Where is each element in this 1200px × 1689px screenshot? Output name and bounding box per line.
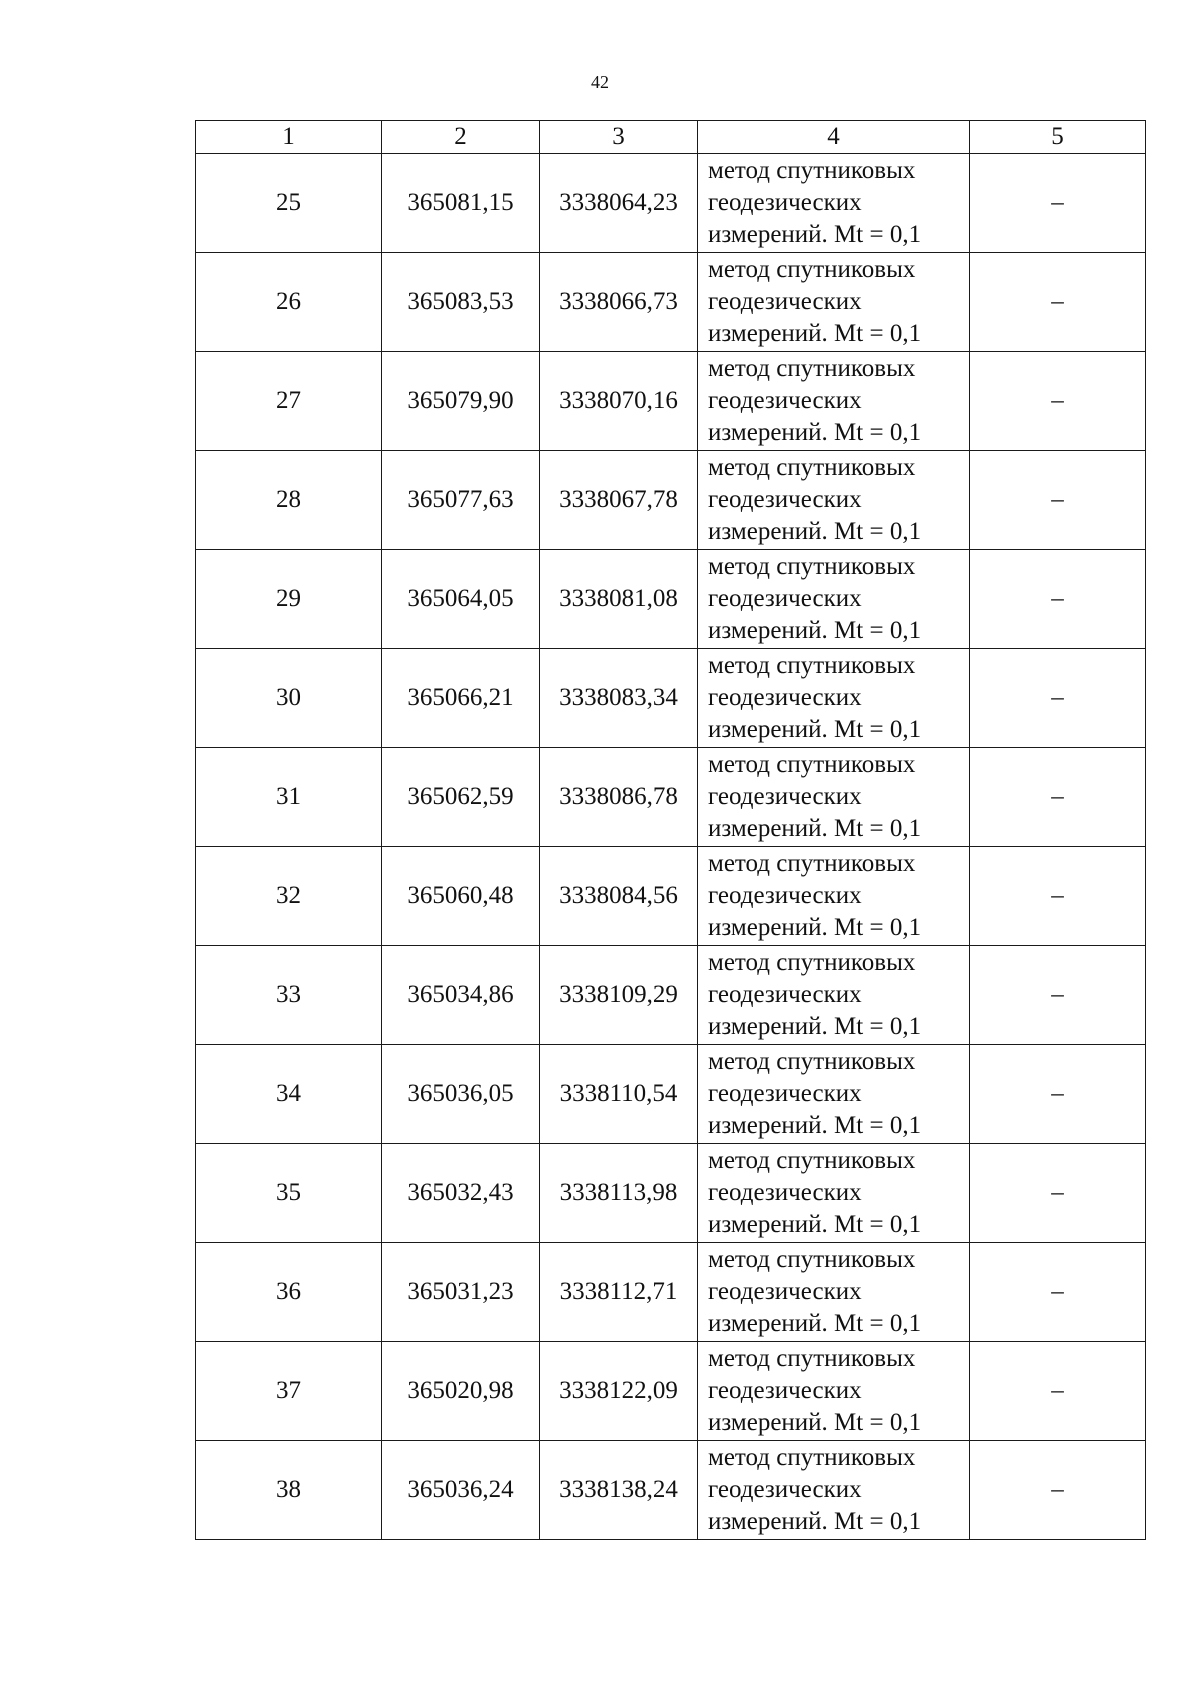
x-coordinate-cell: 365066,21 — [382, 649, 540, 748]
point-number-cell: 37 — [196, 1342, 382, 1441]
y-coordinate-cell: 3338113,98 — [540, 1144, 698, 1243]
table-row — [196, 847, 1146, 946]
table-row — [196, 946, 1146, 1045]
method-cell — [698, 847, 970, 946]
point-number-cell: 31 — [196, 748, 382, 847]
point-number-cell: 29 — [196, 550, 382, 649]
method-line: метод спутниковых — [708, 1444, 916, 1471]
method-cell — [698, 1045, 970, 1144]
method-line: геодезических — [708, 684, 862, 711]
x-coordinate-cell: 365036,05 — [382, 1045, 540, 1144]
x-coordinate-cell: 365081,15 — [382, 154, 540, 253]
column-5-cell: – — [970, 1243, 1146, 1342]
method-cell — [698, 1342, 970, 1441]
y-coordinate-cell: 3338064,23 — [540, 154, 698, 253]
y-coordinate-cell: 3338067,78 — [540, 451, 698, 550]
table-row — [196, 1045, 1146, 1144]
method-cell — [698, 550, 970, 649]
y-coordinate-cell: 3338070,16 — [540, 352, 698, 451]
table-row — [196, 154, 1146, 253]
table-row — [196, 352, 1146, 451]
column-5-cell: – — [970, 1144, 1146, 1243]
column-5-cell: – — [970, 154, 1146, 253]
column-header-5: 5 — [970, 121, 1146, 154]
method-cell — [698, 649, 970, 748]
point-number-cell: 26 — [196, 253, 382, 352]
y-coordinate-cell: 3338084,56 — [540, 847, 698, 946]
y-coordinate-cell: 3338081,08 — [540, 550, 698, 649]
x-coordinate-cell: 365079,90 — [382, 352, 540, 451]
method-line: геодезических — [708, 1377, 862, 1404]
table-row — [196, 253, 1146, 352]
x-coordinate-cell: 365062,59 — [382, 748, 540, 847]
method-cell — [698, 1441, 970, 1540]
column-header-4: 4 — [698, 121, 970, 154]
x-coordinate-cell: 365064,05 — [382, 550, 540, 649]
method-line: метод спутниковых — [708, 652, 916, 679]
column-header-2: 2 — [382, 121, 540, 154]
method-line: геодезических — [708, 189, 862, 216]
method-cell — [698, 451, 970, 550]
y-coordinate-cell: 3338083,34 — [540, 649, 698, 748]
point-number-cell: 34 — [196, 1045, 382, 1144]
method-line: измерений. Mt = 0,1 — [708, 221, 922, 248]
column-5-cell: – — [970, 1045, 1146, 1144]
point-number-cell: 33 — [196, 946, 382, 1045]
method-line: измерений. Mt = 0,1 — [708, 716, 922, 743]
method-line: измерений. Mt = 0,1 — [708, 1409, 922, 1436]
y-coordinate-cell: 3338086,78 — [540, 748, 698, 847]
table-row — [196, 1144, 1146, 1243]
y-coordinate-cell: 3338122,09 — [540, 1342, 698, 1441]
table-body — [196, 154, 1146, 1540]
method-cell — [698, 946, 970, 1045]
x-coordinate-cell: 365032,43 — [382, 1144, 540, 1243]
y-coordinate-cell: 3338138,24 — [540, 1441, 698, 1540]
method-line: измерений. Mt = 0,1 — [708, 419, 922, 446]
method-line: измерений. Mt = 0,1 — [708, 518, 922, 545]
method-line: метод спутниковых — [708, 157, 916, 184]
method-line: геодезических — [708, 783, 862, 810]
method-line: геодезических — [708, 387, 862, 414]
table-row — [196, 1441, 1146, 1540]
method-line: измерений. Mt = 0,1 — [708, 320, 922, 347]
method-cell — [698, 253, 970, 352]
method-line: измерений. Mt = 0,1 — [708, 617, 922, 644]
method-cell — [698, 1144, 970, 1243]
method-line: измерений. Mt = 0,1 — [708, 1508, 922, 1535]
x-coordinate-cell: 365020,98 — [382, 1342, 540, 1441]
page-number: 42 — [591, 72, 609, 92]
point-number-cell: 30 — [196, 649, 382, 748]
point-number-cell: 36 — [196, 1243, 382, 1342]
column-5-cell: – — [970, 253, 1146, 352]
method-line: метод спутниковых — [708, 751, 916, 778]
column-5-cell: – — [970, 1342, 1146, 1441]
method-cell — [698, 154, 970, 253]
column-5-cell: – — [970, 847, 1146, 946]
point-number-cell: 32 — [196, 847, 382, 946]
point-number-cell: 28 — [196, 451, 382, 550]
column-header-1: 1 — [196, 121, 382, 154]
method-line: метод спутниковых — [708, 256, 916, 283]
method-line: геодезических — [708, 882, 862, 909]
x-coordinate-cell: 365077,63 — [382, 451, 540, 550]
method-cell — [698, 1243, 970, 1342]
coordinates-table — [195, 120, 1146, 1540]
column-5-cell: – — [970, 1441, 1146, 1540]
point-number-cell: 27 — [196, 352, 382, 451]
column-header-3: 3 — [540, 121, 698, 154]
method-line: метод спутниковых — [708, 1147, 916, 1174]
column-5-cell: – — [970, 946, 1146, 1045]
method-line: геодезических — [708, 486, 862, 513]
x-coordinate-cell: 365060,48 — [382, 847, 540, 946]
x-coordinate-cell: 365083,53 — [382, 253, 540, 352]
table-row — [196, 1342, 1146, 1441]
method-line: геодезических — [708, 1278, 862, 1305]
method-line: измерений. Mt = 0,1 — [708, 1211, 922, 1238]
x-coordinate-cell: 365036,24 — [382, 1441, 540, 1540]
y-coordinate-cell: 3338066,73 — [540, 253, 698, 352]
column-5-cell: – — [970, 451, 1146, 550]
method-line: метод спутниковых — [708, 1246, 916, 1273]
column-5-cell: – — [970, 352, 1146, 451]
method-line: метод спутниковых — [708, 949, 916, 976]
table-row — [196, 451, 1146, 550]
method-line: геодезических — [708, 1476, 862, 1503]
method-line: измерений. Mt = 0,1 — [708, 1013, 922, 1040]
method-line: метод спутниковых — [708, 850, 916, 877]
method-line: геодезических — [708, 1080, 862, 1107]
method-cell — [698, 748, 970, 847]
y-coordinate-cell: 3338110,54 — [540, 1045, 698, 1144]
table-row — [196, 748, 1146, 847]
point-number-cell: 38 — [196, 1441, 382, 1540]
point-number-cell: 25 — [196, 154, 382, 253]
column-5-cell: – — [970, 649, 1146, 748]
method-line: измерений. Mt = 0,1 — [708, 815, 922, 842]
method-line: геодезических — [708, 585, 862, 612]
table-row — [196, 649, 1146, 748]
method-cell — [698, 352, 970, 451]
method-line: метод спутниковых — [708, 454, 916, 481]
point-number-cell: 35 — [196, 1144, 382, 1243]
column-5-cell: – — [970, 748, 1146, 847]
column-5-cell: – — [970, 550, 1146, 649]
x-coordinate-cell: 365031,23 — [382, 1243, 540, 1342]
y-coordinate-cell: 3338109,29 — [540, 946, 698, 1045]
method-line: метод спутниковых — [708, 1345, 916, 1372]
method-line: геодезических — [708, 1179, 862, 1206]
table-row — [196, 550, 1146, 649]
x-coordinate-cell: 365034,86 — [382, 946, 540, 1045]
method-line: измерений. Mt = 0,1 — [708, 1310, 922, 1337]
method-line: метод спутниковых — [708, 553, 916, 580]
method-line: измерений. Mt = 0,1 — [708, 914, 922, 941]
method-line: метод спутниковых — [708, 1048, 916, 1075]
table-row — [196, 1243, 1146, 1342]
method-line: метод спутниковых — [708, 355, 916, 382]
method-line: геодезических — [708, 288, 862, 315]
table-header-row — [196, 121, 1146, 154]
y-coordinate-cell: 3338112,71 — [540, 1243, 698, 1342]
method-line: геодезических — [708, 981, 862, 1008]
method-line: измерений. Mt = 0,1 — [708, 1112, 922, 1139]
